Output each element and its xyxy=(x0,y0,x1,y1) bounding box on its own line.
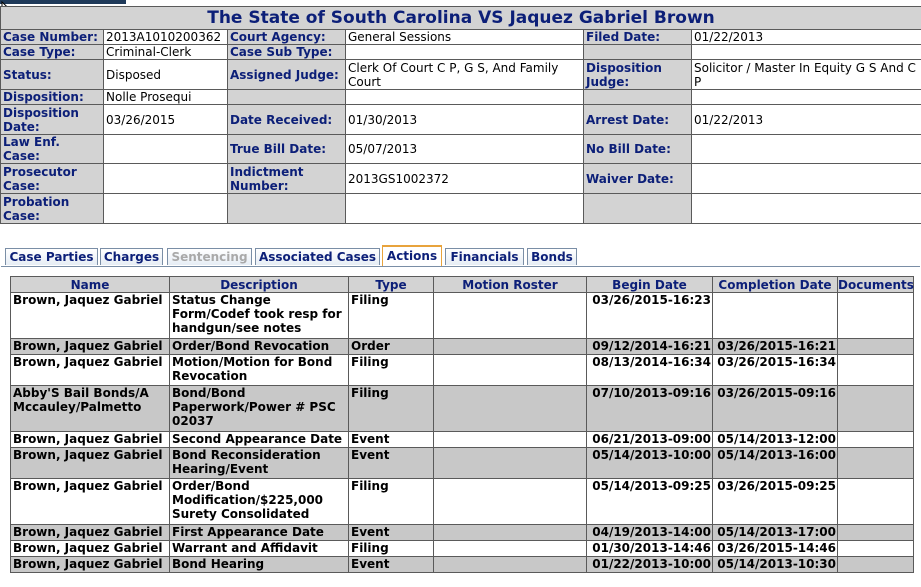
case-info-row xyxy=(1,105,921,135)
actions-header-row xyxy=(11,277,914,293)
case-field-label: Disposition: xyxy=(1,90,104,105)
case-field-value: 01/22/2013 xyxy=(692,30,921,45)
action-cell-description: Order/Bond Revocation xyxy=(170,339,349,355)
action-row[interactable] xyxy=(11,448,914,479)
case-field-value xyxy=(346,45,584,60)
tab-case-parties[interactable]: Case Parties xyxy=(5,248,98,265)
case-field-label xyxy=(228,90,346,105)
action-cell-completion-date: 05/14/2013-10:30 xyxy=(713,557,838,573)
case-field-value xyxy=(692,90,921,105)
case-field-value: 2013GS1002372 xyxy=(346,164,584,194)
action-cell-motion-roster xyxy=(434,355,587,386)
case-field-value xyxy=(692,135,921,164)
action-cell-name: Brown, Jaquez Gabriel xyxy=(11,525,170,541)
action-cell-documents xyxy=(838,293,914,339)
case-field-value: 01/30/2013 xyxy=(346,105,584,135)
case-info-row xyxy=(1,45,921,60)
column-header-type[interactable]: Type xyxy=(349,277,434,293)
tab-actions[interactable]: Actions xyxy=(382,245,442,266)
action-cell-motion-roster xyxy=(434,339,587,355)
action-cell-description: Bond Reconsideration Hearing/Event xyxy=(170,448,349,479)
case-field-value xyxy=(692,164,921,194)
case-field-label: Case Number: xyxy=(1,30,104,45)
case-field-value: Nolle Prosequi xyxy=(104,90,228,105)
tab-associated-cases[interactable]: Associated Cases xyxy=(255,248,380,265)
case-field-label: Filed Date: xyxy=(584,30,692,45)
action-cell-documents xyxy=(838,525,914,541)
case-field-label xyxy=(584,45,692,60)
tab-sentencing: Sentencing xyxy=(167,248,252,265)
case-field-value: Disposed xyxy=(104,60,228,90)
action-row[interactable] xyxy=(11,339,914,355)
action-cell-motion-roster xyxy=(434,448,587,479)
case-field-value: 03/26/2015 xyxy=(104,105,228,135)
action-cell-begin-date: 01/30/2013-14:46 xyxy=(587,541,713,557)
case-field-label: Assigned Judge: xyxy=(228,60,346,90)
action-cell-completion-date: 03/26/2015-09:16 xyxy=(713,386,838,432)
action-cell-description: Order/Bond Modification/$225,000 Surety Consolidated xyxy=(170,479,349,525)
case-field-value: 2013A1010200362 xyxy=(104,30,228,45)
action-row[interactable] xyxy=(11,557,914,573)
case-field-value xyxy=(104,135,228,164)
action-cell-documents xyxy=(838,448,914,479)
action-cell-type: Event xyxy=(349,557,434,573)
action-cell-completion-date: 03/26/2015-16:21 xyxy=(713,339,838,355)
action-cell-name: Brown, Jaquez Gabriel xyxy=(11,541,170,557)
case-field-value xyxy=(346,90,584,105)
case-field-value xyxy=(104,194,228,224)
case-info-row xyxy=(1,135,921,164)
case-field-label: Status: xyxy=(1,60,104,90)
case-field-label xyxy=(584,90,692,105)
action-cell-begin-date: 05/14/2013-09:25 xyxy=(587,479,713,525)
action-row[interactable] xyxy=(11,355,914,386)
action-row[interactable] xyxy=(11,386,914,432)
action-cell-description: First Appearance Date xyxy=(170,525,349,541)
column-header-completion-date[interactable]: Completion Date xyxy=(713,277,838,293)
case-field-label xyxy=(228,194,346,224)
case-field-value: Solicitor / Master In Equity G S And C P xyxy=(692,60,921,90)
action-cell-type: Filing xyxy=(349,479,434,525)
action-cell-completion-date: 05/14/2013-16:00 xyxy=(713,448,838,479)
top-window-bar xyxy=(0,0,126,4)
action-cell-name: Brown, Jaquez Gabriel xyxy=(11,557,170,573)
case-field-label: Indictment Number: xyxy=(228,164,346,194)
action-cell-documents xyxy=(838,479,914,525)
action-cell-description: Second Appearance Date xyxy=(170,432,349,448)
action-cell-motion-roster xyxy=(434,386,587,432)
case-field-label: Law Enf. Case: xyxy=(1,135,104,164)
action-cell-motion-roster xyxy=(434,479,587,525)
action-cell-begin-date: 07/10/2013-09:16 xyxy=(587,386,713,432)
column-header-description[interactable]: Description xyxy=(170,277,349,293)
action-cell-description: Motion/Motion for Bond Revocation xyxy=(170,355,349,386)
case-field-label xyxy=(584,194,692,224)
action-cell-documents xyxy=(838,432,914,448)
tab-bonds[interactable]: Bonds xyxy=(527,248,577,265)
action-cell-completion-date: 03/26/2015-09:25 xyxy=(713,479,838,525)
action-cell-begin-date: 06/21/2013-09:00 xyxy=(587,432,713,448)
action-cell-documents xyxy=(838,386,914,432)
column-header-name[interactable]: Name xyxy=(11,277,170,293)
actions-table xyxy=(10,276,914,573)
action-cell-description: Warrant and Affidavit xyxy=(170,541,349,557)
action-cell-type: Event xyxy=(349,525,434,541)
tab-charges[interactable]: Charges xyxy=(100,248,163,265)
action-cell-type: Filing xyxy=(349,386,434,432)
action-cell-name: Brown, Jaquez Gabriel xyxy=(11,432,170,448)
case-field-label: Probation Case: xyxy=(1,194,104,224)
action-cell-type: Event xyxy=(349,432,434,448)
action-cell-motion-roster xyxy=(434,432,587,448)
action-cell-motion-roster xyxy=(434,293,587,339)
action-row[interactable] xyxy=(11,479,914,525)
case-summary-table xyxy=(0,6,921,224)
case-field-value: Clerk Of Court C P, G S, And Family Court xyxy=(346,60,584,90)
action-cell-type: Filing xyxy=(349,355,434,386)
action-cell-description: Bond Hearing xyxy=(170,557,349,573)
column-header-begin-date[interactable]: Begin Date xyxy=(587,277,713,293)
case-info-row xyxy=(1,194,921,224)
action-cell-motion-roster xyxy=(434,557,587,573)
case-field-label: True Bill Date: xyxy=(228,135,346,164)
action-cell-type: Event xyxy=(349,448,434,479)
action-cell-name: Brown, Jaquez Gabriel xyxy=(11,355,170,386)
action-cell-motion-roster xyxy=(434,541,587,557)
tab-financials[interactable]: Financials xyxy=(445,248,524,265)
action-row[interactable] xyxy=(11,432,914,448)
action-cell-name: Brown, Jaquez Gabriel xyxy=(11,448,170,479)
column-header-documents[interactable]: Documents xyxy=(838,277,914,292)
action-cell-completion-date: 03/26/2015-14:46 xyxy=(713,541,838,557)
case-field-value: Criminal-Clerk xyxy=(104,45,228,60)
column-header-motion-roster[interactable]: Motion Roster xyxy=(434,277,587,293)
case-title: The State of South Carolina VS Jaquez Gabriel Brown xyxy=(1,7,921,30)
case-field-label: No Bill Date: xyxy=(584,135,692,164)
case-field-value: 01/22/2013 xyxy=(692,105,921,135)
case-field-label: Disposition Judge: xyxy=(584,60,692,90)
action-cell-documents xyxy=(838,541,914,557)
action-cell-name: Brown, Jaquez Gabriel xyxy=(11,479,170,525)
action-cell-completion-date: 03/26/2015-16:34 xyxy=(713,355,838,386)
case-detail-tabs xyxy=(1,244,920,267)
action-cell-type: Order xyxy=(349,339,434,355)
case-field-label: Waiver Date: xyxy=(584,164,692,194)
action-cell-motion-roster xyxy=(434,525,587,541)
case-info-row xyxy=(1,30,921,45)
action-cell-documents xyxy=(838,557,914,573)
action-cell-type: Filing xyxy=(349,293,434,339)
action-cell-completion-date xyxy=(713,293,838,339)
action-cell-begin-date: 08/13/2014-16:34 xyxy=(587,355,713,386)
case-field-value xyxy=(692,45,921,60)
action-cell-description: Bond/Bond Paperwork/Power # PSC 02037 xyxy=(170,386,349,432)
action-cell-type: Filing xyxy=(349,541,434,557)
case-field-label: Disposition Date: xyxy=(1,105,104,135)
action-cell-begin-date: 01/22/2013-10:00 xyxy=(587,557,713,573)
action-cell-description: Status Change Form/Codef took resp for handgun/see notes xyxy=(170,293,349,339)
case-info-row xyxy=(1,90,921,105)
case-field-value xyxy=(692,194,921,224)
case-field-value: 05/07/2013 xyxy=(346,135,584,164)
action-row[interactable] xyxy=(11,541,914,557)
action-cell-documents xyxy=(838,355,914,386)
action-cell-begin-date: 04/19/2013-14:00 xyxy=(587,525,713,541)
action-cell-completion-date: 05/14/2013-12:00 xyxy=(713,432,838,448)
action-row[interactable] xyxy=(11,293,914,339)
action-row[interactable] xyxy=(11,525,914,541)
case-field-label: Case Type: xyxy=(1,45,104,60)
case-field-label: Arrest Date: xyxy=(584,105,692,135)
case-info-row xyxy=(1,164,921,194)
case-field-value: General Sessions xyxy=(346,30,584,45)
action-cell-name: Abby'S Bail Bonds/A Mccauley/Palmetto xyxy=(11,386,170,432)
action-cell-documents xyxy=(838,339,914,355)
case-field-label: Court Agency: xyxy=(228,30,346,45)
action-cell-name: Brown, Jaquez Gabriel xyxy=(11,339,170,355)
case-field-label: Date Received: xyxy=(228,105,346,135)
case-field-label: Case Sub Type: xyxy=(228,45,346,60)
action-cell-completion-date: 05/14/2013-17:00 xyxy=(713,525,838,541)
case-info-row xyxy=(1,60,921,90)
action-cell-begin-date: 05/14/2013-10:00 xyxy=(587,448,713,479)
action-cell-name: Brown, Jaquez Gabriel xyxy=(11,293,170,339)
action-cell-begin-date: 09/12/2014-16:21 xyxy=(587,339,713,355)
case-field-label: Prosecutor Case: xyxy=(1,164,104,194)
case-field-value xyxy=(346,194,584,224)
action-cell-begin-date: 03/26/2015-16:23 xyxy=(587,293,713,339)
case-field-value xyxy=(104,164,228,194)
